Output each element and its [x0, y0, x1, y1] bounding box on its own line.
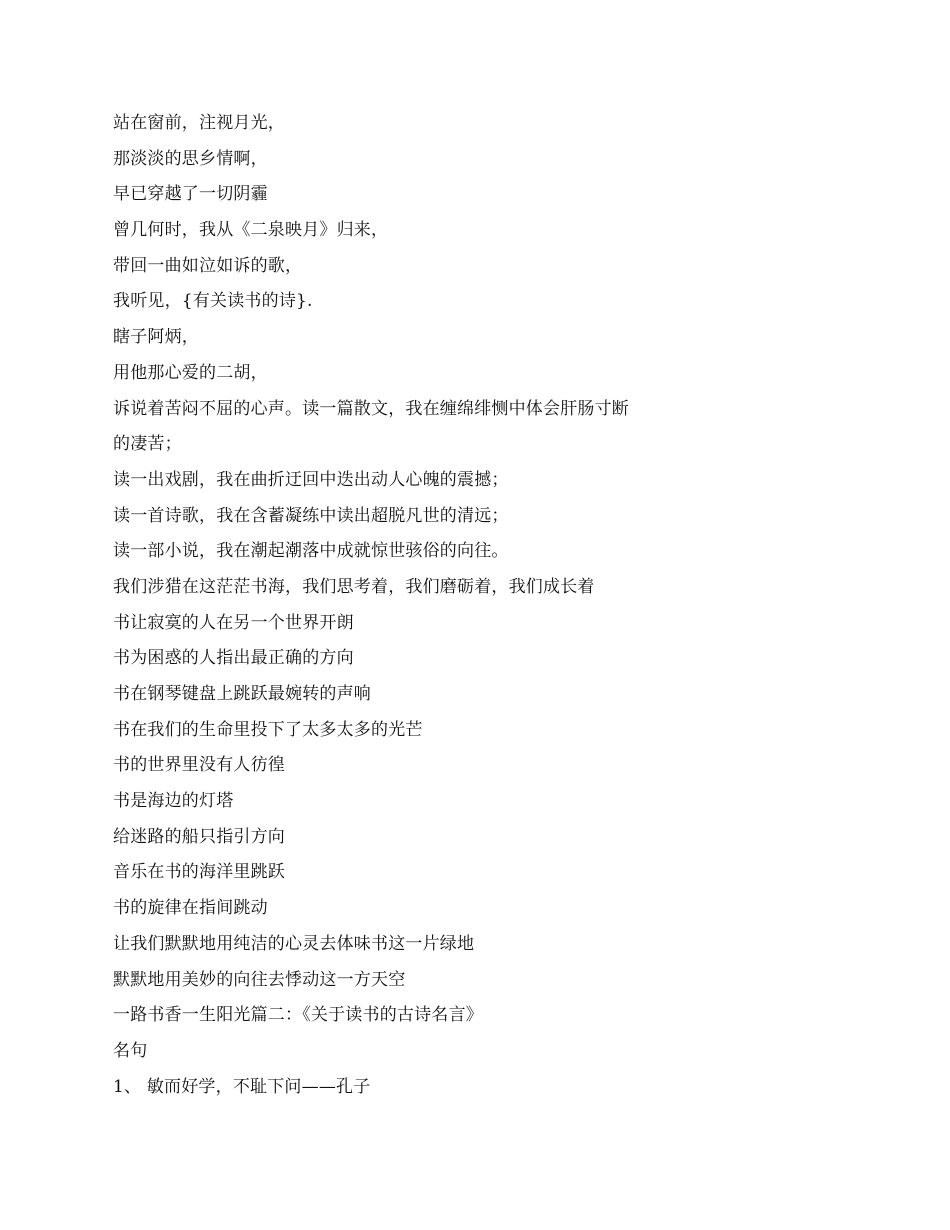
text-line: 书在我们的生命里投下了太多太多的光芒 [113, 719, 423, 740]
text-line: 我们涉猎在这茫茫书海，我们思考着，我们磨砺着，我们成长着 [113, 576, 595, 597]
text-line: 书是海边的灯塔 [113, 791, 234, 812]
document-body [113, 106, 853, 1105]
list-item: 1、 敏而好学，不耻下问——孔子 [113, 1076, 371, 1097]
text-line: 带回一曲如泣如诉的歌， [113, 255, 303, 276]
text-line: 曾几何时，我从《二泉映月》归来， [113, 220, 389, 241]
text-line: 读一出戏剧，我在曲折迂回中迭出动人心魄的震撼； [113, 469, 509, 490]
text-line: 的凄苦； [113, 434, 182, 455]
section-heading: 一路书香一生阳光篇二：《关于读书的古诗名言》 [113, 1005, 483, 1026]
text-line: 瞎子阿炳， [113, 327, 199, 348]
text-line: 让我们默默地用纯洁的心灵去体味书这一片绿地 [113, 933, 475, 954]
text-line: 默默地用美妙的向往去悸动这一方天空 [113, 969, 406, 990]
text-line: 用他那心爱的二胡， [113, 362, 268, 383]
text-line: 给迷路的船只指引方向 [113, 826, 285, 847]
text-line: 读一部小说，我在潮起潮落中成就惊世骇俗的向往。 [113, 541, 509, 562]
text-line: 书为困惑的人指出最正确的方向 [113, 648, 354, 669]
text-line: 音乐在书的海洋里跳跃 [113, 862, 285, 883]
text-line: 诉说着苦闷不屈的心声。读一篇散文，我在缠绵绯恻中体会肝肠寸断 [113, 398, 629, 419]
subheading: 名句 [113, 1040, 148, 1061]
text-line: 书的旋律在指间跳动 [113, 898, 268, 919]
text-line: 书的世界里没有人彷徨 [113, 755, 285, 776]
text-line: 那淡淡的思乡情啊， [113, 148, 268, 169]
text-line: 书在钢琴键盘上跳跃最婉转的声响 [113, 684, 371, 704]
text-line: 早已穿越了一切阴霾 [113, 184, 268, 205]
text-line: 站在窗前，注视月光， [113, 113, 285, 133]
text-line: 读一首诗歌，我在含蓄凝练中读出超脱凡世的清远； [113, 505, 509, 526]
text-line: 书让寂寞的人在另一个世界开朗 [113, 612, 354, 633]
text-line: 我听见，{有关读书的诗}. [113, 291, 313, 312]
